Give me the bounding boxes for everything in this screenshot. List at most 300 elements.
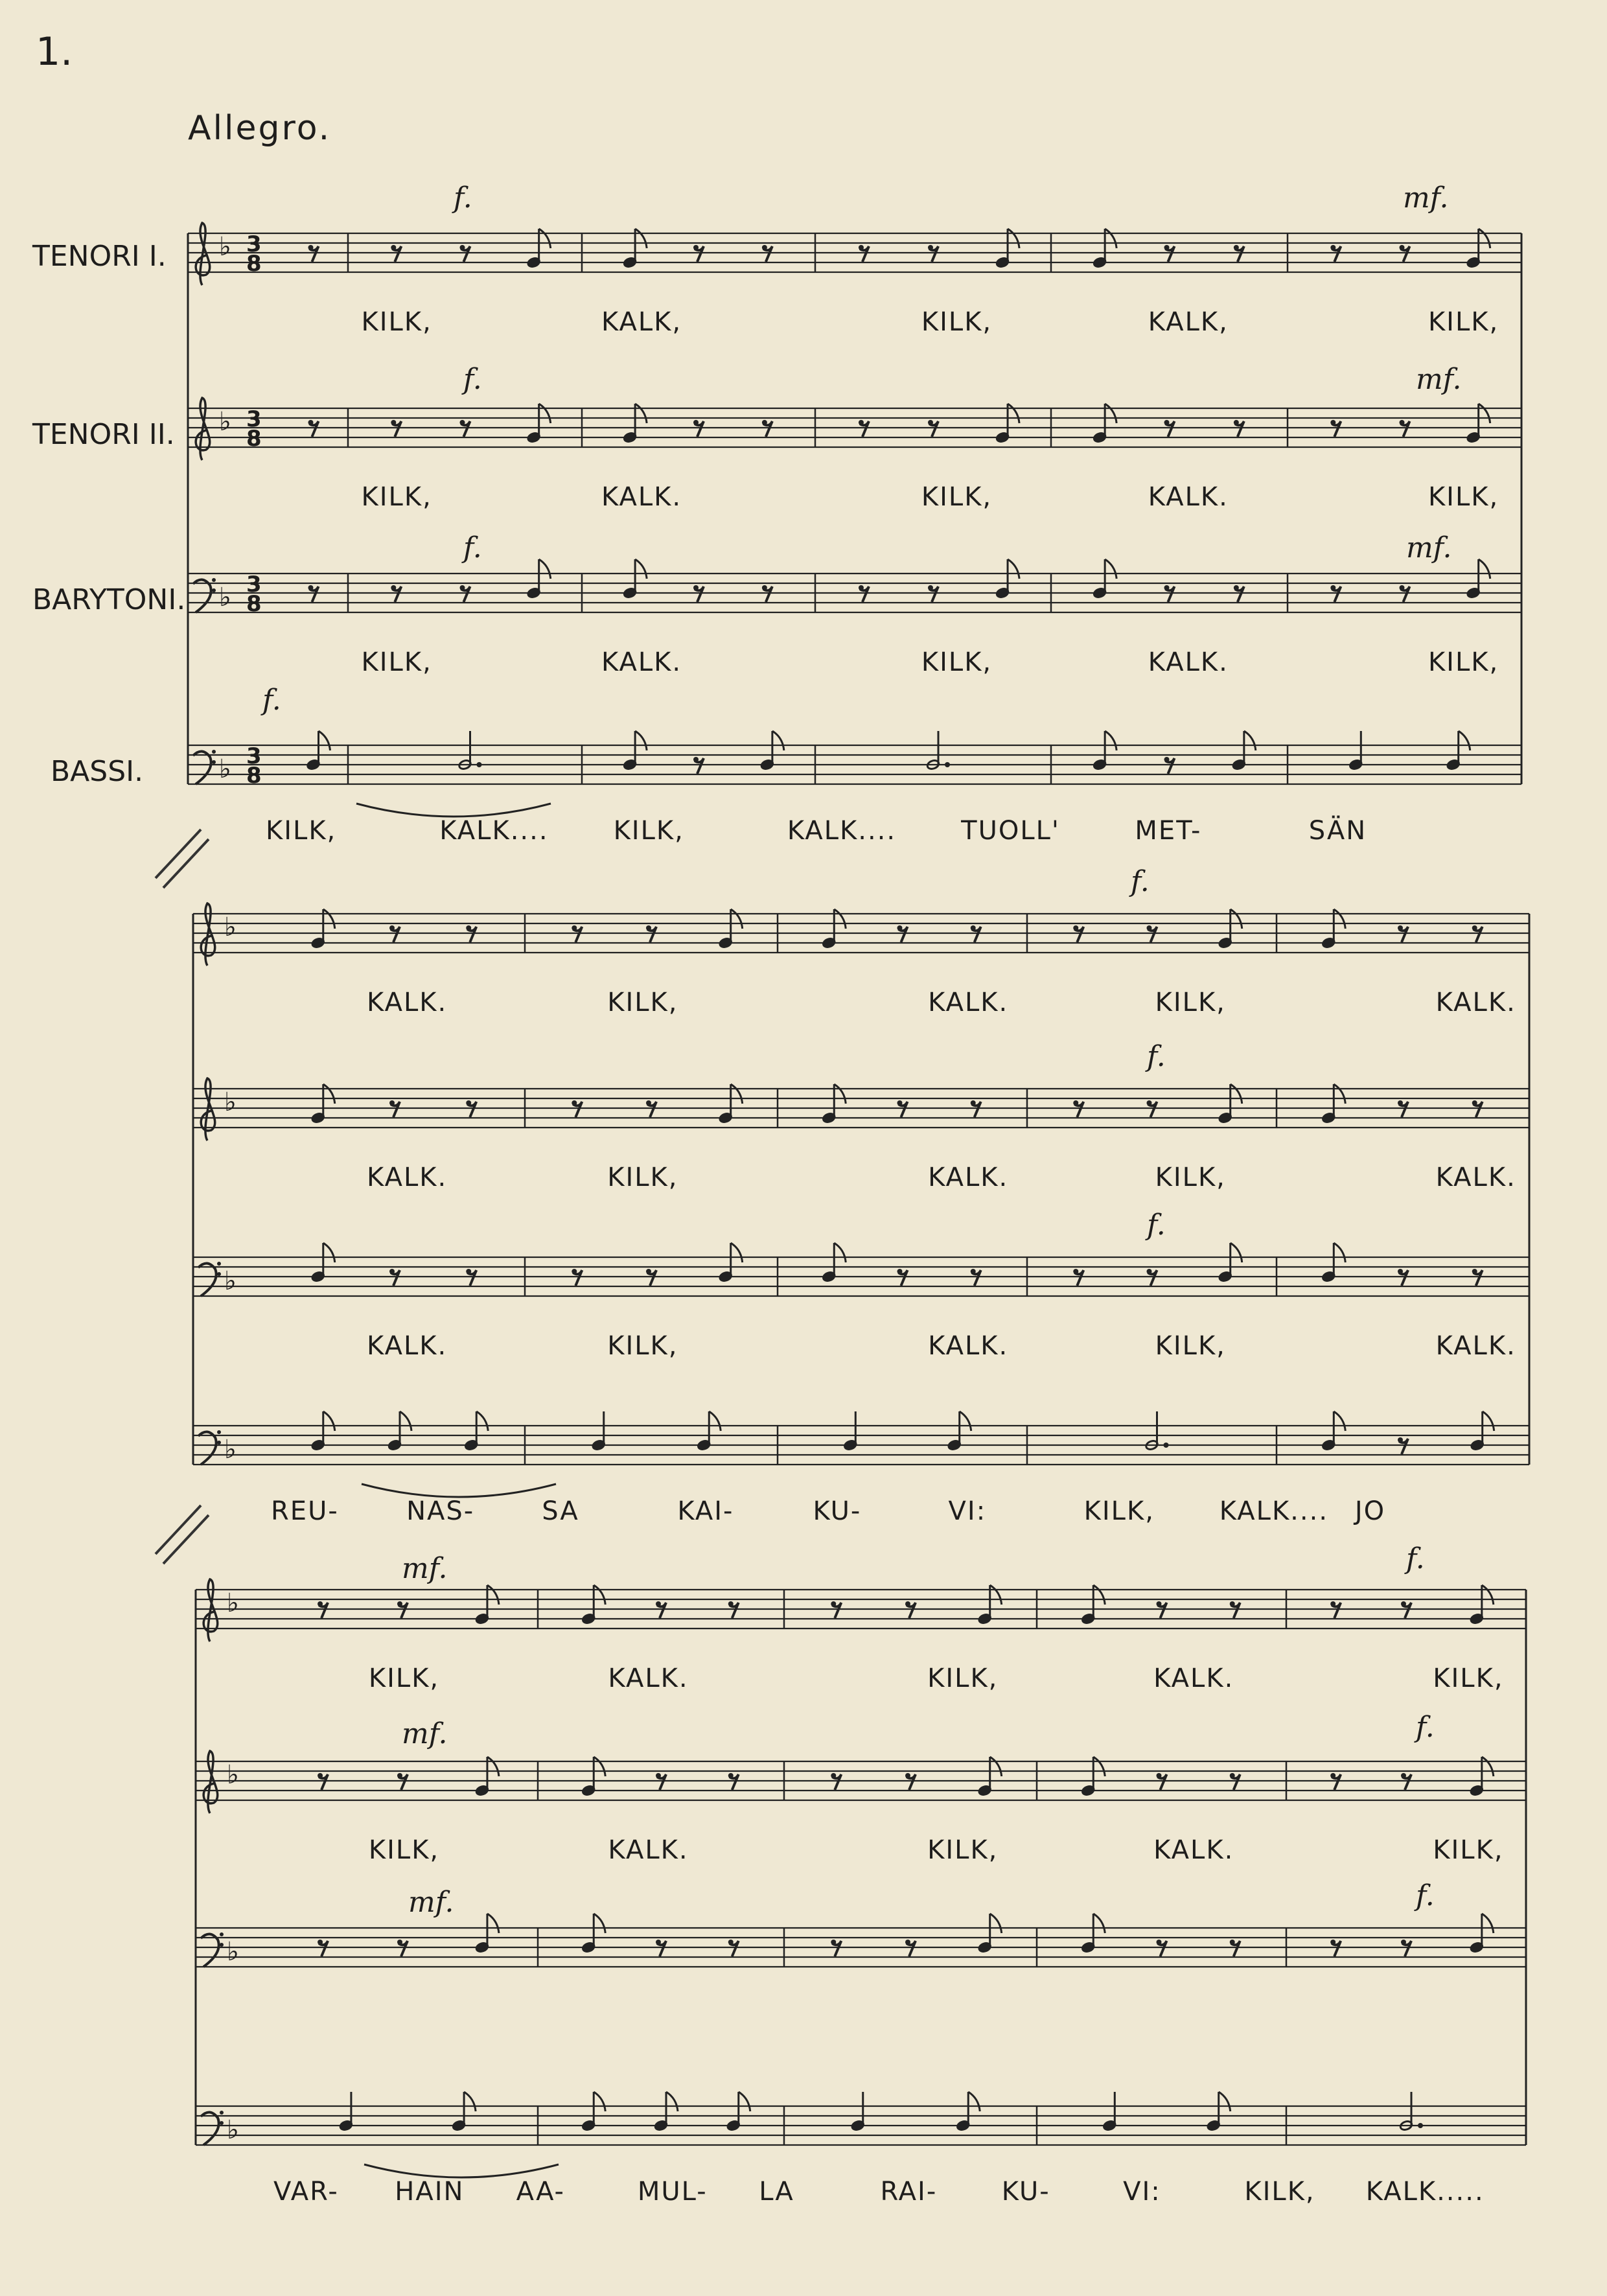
eighth-rest-dot [1400,420,1405,425]
bass-clef-dot [217,1430,221,1434]
eighth-rest-dot [1147,1100,1152,1106]
dynamic-marking: f. [1147,1209,1166,1242]
eighth-rest-dot [572,925,577,931]
eighth-rest-dot [397,1940,402,1945]
eighth-rest-dot [1234,585,1239,590]
dynamic-marking: mf. [1406,531,1452,564]
lyric-syllable: LA [759,2177,794,2207]
eighth-rest-dot [1398,925,1403,931]
lyric-syllable: KALK. [608,1664,689,1693]
lyric-syllable: SÄN [1308,816,1367,846]
eighth-rest-dot [831,1940,836,1945]
bass-clef [198,1432,216,1465]
treble-clef [196,223,210,285]
note-flag [1231,1084,1242,1104]
key-flat: ♭ [224,1087,237,1117]
bass-clef-dot [212,750,216,754]
lyric-syllable: KALK. [367,1331,448,1361]
eighth-rest-dot [971,925,976,931]
bass-clef-dot [212,760,216,764]
lyric-syllable: KALK. [928,988,1009,1017]
lyric-syllable: KILK, [607,1331,678,1361]
eighth-rest-dot [466,925,471,931]
note-flag [1479,559,1490,579]
note-flag [594,1757,605,1776]
eighth-rest-dot [391,585,396,590]
lyric-syllable: KILK, [1155,988,1226,1017]
note-flag [1008,229,1019,248]
system-3 [156,1505,1526,2207]
eighth-rest-dot [762,420,767,425]
eighth-rest-dot [1157,1940,1162,1945]
lyric-syllable: KALK. [367,1163,448,1192]
eighth-rest-dot [397,1773,402,1778]
note-dot [1418,2123,1423,2128]
note-flag [1483,1411,1494,1431]
lyric-syllable: KALK.... [787,816,897,846]
eighth-rest-dot [1330,1940,1335,1945]
lyric-syllable: KILK, [927,1835,999,1865]
eighth-rest-dot [1330,420,1335,425]
note-flag [1244,731,1256,750]
lyric-syllable: TUOLL' [961,816,1060,846]
bass-clef [201,1934,219,1967]
note-flag [1008,404,1019,423]
eighth-rest-dot [1230,1601,1235,1606]
note-flag [1008,559,1019,579]
time-signature-top: 3 [246,231,262,257]
note-flag [1105,229,1116,248]
eighth-rest-dot [1472,1100,1477,1106]
lyric-syllable: KALK. [1435,1163,1516,1192]
lyric-syllable: NAS- [406,1496,475,1526]
key-flat: ♭ [224,912,237,942]
eighth-rest-dot [646,1269,651,1274]
key-flat: ♭ [219,583,231,612]
eighth-rest-dot [656,1773,661,1778]
lyric-syllable: KALK..... [1365,2177,1485,2207]
lyric-syllable: KILK, [361,307,432,337]
note-flag [739,2092,750,2111]
eighth-rest-dot [466,1269,471,1274]
eighth-rest-dot [1234,420,1239,425]
lyric-syllable: KILK, [1244,2177,1315,2207]
dynamic-marking: mf. [402,1717,448,1750]
eighth-rest-dot [1400,245,1405,250]
lyric-syllable: AA- [516,2177,566,2207]
eighth-rest-dot [1073,1269,1078,1274]
score-notation [32,181,1529,2207]
staff-4 [188,731,1521,846]
lyric-syllable: VI: [1123,2177,1161,2207]
eighth-rest-dot [693,245,699,250]
eighth-rest-dot [831,1601,836,1606]
staff-3 [188,559,1521,677]
note-flag [709,1411,721,1431]
note-flag [1231,909,1242,929]
note-flag [1459,731,1470,750]
lyric-syllable: KALK. [928,1331,1009,1361]
dynamic-marking: mf. [1416,363,1462,396]
dynamic-marking: f. [1131,865,1150,898]
tempo-marking: Allegro. [188,109,332,148]
eighth-rest-dot [928,420,933,425]
note-flag [968,2092,980,2111]
lyric-syllable: KILK, [1428,482,1499,512]
eighth-rest-dot [1147,925,1152,931]
lyric-syllable: KILK, [361,647,432,677]
time-signature-top: 3 [246,572,262,597]
note-flag [1231,1243,1242,1262]
bass-clef-dot [220,1932,224,1936]
note-flag [1219,2092,1231,2111]
dynamic-marking: f. [1406,1542,1425,1575]
lyric-syllable: KALK. [601,647,682,677]
eighth-rest-dot [928,245,933,250]
eighth-rest-dot [308,420,314,425]
note-flag [323,1243,335,1262]
note-flag [323,909,335,929]
note-flag [1093,1914,1105,1933]
lyric-syllable: KALK. [1435,1331,1516,1361]
eighth-rest-dot [1164,245,1170,250]
lyric-syllable: KILK, [368,1664,440,1693]
lyric-syllable: KALK. [1148,647,1229,677]
eighth-rest-dot [1398,1100,1403,1106]
lyric-syllable: REU- [271,1496,339,1526]
dynamic-marking: f. [262,684,281,717]
treble-clef [203,1579,218,1641]
note-flag [666,2092,678,2111]
note-flag [834,1243,846,1262]
eighth-rest-dot [397,1601,402,1606]
note-flag [990,1585,1002,1605]
eighth-rest-dot [905,1773,910,1778]
note-flag [594,2092,605,2111]
lyric-syllable: KALK. [1148,482,1229,512]
eighth-rest-dot [1472,925,1477,931]
time-signature-bottom: 8 [246,251,262,277]
lyric-syllable: KILK, [1155,1163,1226,1192]
note-flag [990,1914,1002,1933]
note-flag [1334,1411,1345,1431]
note-dot [945,762,950,767]
note-flag [834,909,846,929]
key-flat: ♭ [219,232,231,262]
lyric-syllable: KILK, [266,816,337,846]
eighth-rest-dot [1230,1773,1235,1778]
note-flag [400,1411,411,1431]
eighth-rest-dot [693,757,699,762]
key-flat: ♭ [219,407,231,437]
eighth-rest-dot [971,1100,976,1106]
staff-1 [193,903,1529,1017]
dynamic-marking: f. [1416,1879,1435,1912]
note-flag [731,1243,743,1262]
system-1 [188,223,1521,846]
lyric-syllable: KALK. [601,482,682,512]
eighth-rest-dot [318,1940,323,1945]
note-flag [487,1757,499,1776]
note-flag [990,1757,1002,1776]
lyric-syllable: KILK, [921,647,993,677]
note-flag [323,1084,335,1104]
dynamic-marking: f. [463,363,482,396]
dynamic-marking: mf. [1403,181,1449,215]
dynamic-marking: f. [454,181,472,215]
key-flat: ♭ [224,1266,237,1296]
note-flag [487,1585,499,1605]
lyric-syllable: KILK, [361,482,432,512]
note-flag [1482,1585,1494,1605]
note-flag [834,1084,846,1104]
lyric-syllable: KALK. [367,988,448,1017]
eighth-rest-dot [318,1773,323,1778]
time-signature-bottom: 8 [246,426,262,452]
eighth-rest-dot [762,585,767,590]
lyric-syllable: KALK.... [439,816,549,846]
eighth-rest-dot [1330,1773,1335,1778]
eighth-rest-dot [646,1100,651,1106]
voice-label: BARYTONI. [32,583,186,616]
bass-clef-dot [212,588,216,592]
eighth-rest-dot [897,925,903,931]
treble-clef [203,1751,218,1813]
lyric-syllable: KALK. [1435,988,1516,1017]
note-flag [539,229,551,248]
eighth-rest-dot [1234,245,1239,250]
eighth-rest-dot [460,585,465,590]
eighth-rest-dot [572,1100,577,1106]
lyric-syllable: KALK. [608,1835,689,1865]
note-flag [1105,731,1116,750]
lyric-syllable: SA [542,1496,579,1526]
note-flag [539,404,551,423]
note-flag [1105,404,1116,423]
staff-4 [196,2092,1526,2207]
lyric-syllable: VI: [948,1496,987,1526]
lyric-syllable: KALK. [1153,1835,1234,1865]
lyric-syllable: KILK, [927,1664,999,1693]
note-flag [539,559,551,579]
time-signature-bottom: 8 [246,591,262,617]
time-signature-bottom: 8 [246,763,262,789]
eighth-rest-dot [466,1100,471,1106]
eighth-rest-dot [308,245,314,250]
eighth-rest-dot [1157,1773,1162,1778]
lyric-syllable: MUL- [637,2177,708,2207]
eighth-rest-dot [831,1773,836,1778]
note-flag [1479,229,1490,248]
eighth-rest-dot [728,1773,734,1778]
eighth-rest-dot [1400,585,1405,590]
note-flag [731,909,743,929]
note-flag [1482,1757,1494,1776]
eighth-rest-dot [1401,1601,1406,1606]
bass-clef-dot [217,1262,221,1266]
dynamic-marking: mf. [402,1552,448,1585]
eighth-rest-dot [1401,1773,1406,1778]
note-flag [464,2092,476,2111]
bass-tie [362,1484,556,1497]
note-flag [1479,404,1490,423]
note-flag [1093,1757,1105,1776]
lyric-syllable: KILK, [607,988,678,1017]
eighth-rest-dot [1073,1100,1078,1106]
bass-clef-dot [212,578,216,582]
eighth-rest-dot [1147,1269,1152,1274]
note-flag [1105,559,1116,579]
eighth-rest-dot [905,1940,910,1945]
staff-1 [188,223,1521,337]
key-flat: ♭ [227,1760,239,1790]
lyric-syllable: KALK, [1148,307,1229,337]
staff-2 [193,1078,1529,1192]
staff-3 [193,1243,1529,1361]
treble-clef [196,398,210,460]
staff-1 [196,1579,1526,1693]
lyric-syllable: KILK, [1433,1664,1504,1693]
time-signature-top: 3 [246,406,262,432]
lyric-syllable: KU- [1001,2177,1050,2207]
note-flag [772,731,784,750]
note-flag [1334,909,1345,929]
eighth-rest-dot [762,245,767,250]
lyric-syllable: VAR- [273,2177,339,2207]
dynamic-marking: f. [1147,1040,1166,1073]
eighth-rest-dot [928,585,933,590]
bass-tie [356,804,551,817]
lyric-syllable: RAI- [880,2177,938,2207]
note-dot [477,762,482,767]
lyric-syllable: KILK, [921,482,993,512]
eighth-rest-dot [460,420,465,425]
note-flag [635,731,647,750]
note-flag [1482,1914,1494,1933]
note-flag [476,1411,488,1431]
note-flag [635,404,647,423]
note-flag [487,1914,499,1933]
lyric-syllable: MET- [1135,816,1202,846]
bass-clef-dot [220,2111,224,2115]
eighth-rest-dot [572,1269,577,1274]
eighth-rest-dot [318,1601,323,1606]
note-flag [594,1914,605,1933]
voice-label: TENORI I. [32,240,167,273]
lyric-syllable: KILK, [1428,647,1499,677]
system-2 [156,829,1529,1526]
treble-clef [201,903,215,966]
eighth-rest-dot [308,585,314,590]
note-flag [635,559,647,579]
key-flat: ♭ [224,1435,237,1465]
lyric-syllable: KILK, [613,816,684,846]
eighth-rest-dot [1164,757,1170,762]
lyric-syllable: KALK. [1153,1664,1234,1693]
lyric-syllable: KILK, [1433,1835,1504,1865]
bass-clef-dot [217,1441,221,1444]
bass-clef-dot [220,2121,224,2125]
eighth-rest-dot [1073,925,1078,931]
note-flag [635,229,647,248]
lyric-syllable: KILK, [1155,1331,1226,1361]
staff-4 [193,1411,1529,1526]
eighth-rest-dot [1330,1601,1335,1606]
eighth-rest-dot [391,420,396,425]
key-flat: ♭ [227,2115,239,2145]
note-dot [1164,1443,1169,1448]
eighth-rest-dot [897,1269,903,1274]
bass-clef [193,579,211,612]
staff-2 [196,1751,1526,1865]
eighth-rest-dot [1164,420,1170,425]
eighth-rest-dot [1401,1940,1406,1945]
note-flag [594,1585,605,1605]
voice-label: TENORI II. [32,418,175,451]
bass-clef [193,751,211,784]
lyric-syllable: KALK. [928,1163,1009,1192]
staff-3 [196,1914,1526,1967]
dynamic-marking: mf. [408,1886,454,1919]
dynamic-marking: f. [1416,1711,1435,1744]
lyric-syllable: JO [1354,1496,1386,1526]
lyric-syllable: KALK, [601,307,682,337]
eighth-rest-dot [1398,1437,1403,1443]
staff-2 [188,398,1521,512]
lyric-syllable: KAI- [677,1496,734,1526]
eighth-rest-dot [1330,245,1335,250]
eighth-rest-dot [389,925,395,931]
note-flag [731,1084,743,1104]
eighth-rest-dot [646,925,651,931]
note-flag [960,1411,971,1431]
lyric-syllable: HAIN [395,2177,465,2207]
bass-tie [364,2164,559,2177]
eighth-rest-dot [1230,1940,1235,1945]
eighth-rest-dot [859,585,864,590]
treble-clef [201,1078,215,1141]
bass-clef-dot [220,1943,224,1947]
eighth-rest-dot [391,245,396,250]
eighth-rest-dot [389,1100,395,1106]
lyric-syllable: KILK, [607,1163,678,1192]
voice-label: BASSI. [51,755,144,788]
eighth-rest-dot [859,420,864,425]
eighth-rest-dot [693,585,699,590]
eighth-rest-dot [693,420,699,425]
lyric-syllable: KILK, [1083,1496,1155,1526]
key-flat: ♭ [227,1588,239,1618]
time-signature-top: 3 [246,743,262,769]
eighth-rest-dot [728,1940,734,1945]
eighth-rest-dot [897,1100,903,1106]
eighth-rest-dot [389,1269,395,1274]
page-number: 1. [36,29,73,75]
eighth-rest-dot [1164,585,1170,590]
eighth-rest-dot [971,1269,976,1274]
bass-clef [201,2112,219,2145]
note-flag [323,1411,335,1431]
eighth-rest-dot [460,245,465,250]
bass-clef-dot [217,1272,221,1276]
eighth-rest-dot [1398,1269,1403,1274]
lyric-syllable: KALK.... [1219,1496,1329,1526]
eighth-rest-dot [1330,585,1335,590]
eighth-rest-dot [1472,1269,1477,1274]
note-flag [1334,1243,1345,1262]
key-flat: ♭ [227,1937,239,1967]
eighth-rest-dot [656,1940,661,1945]
